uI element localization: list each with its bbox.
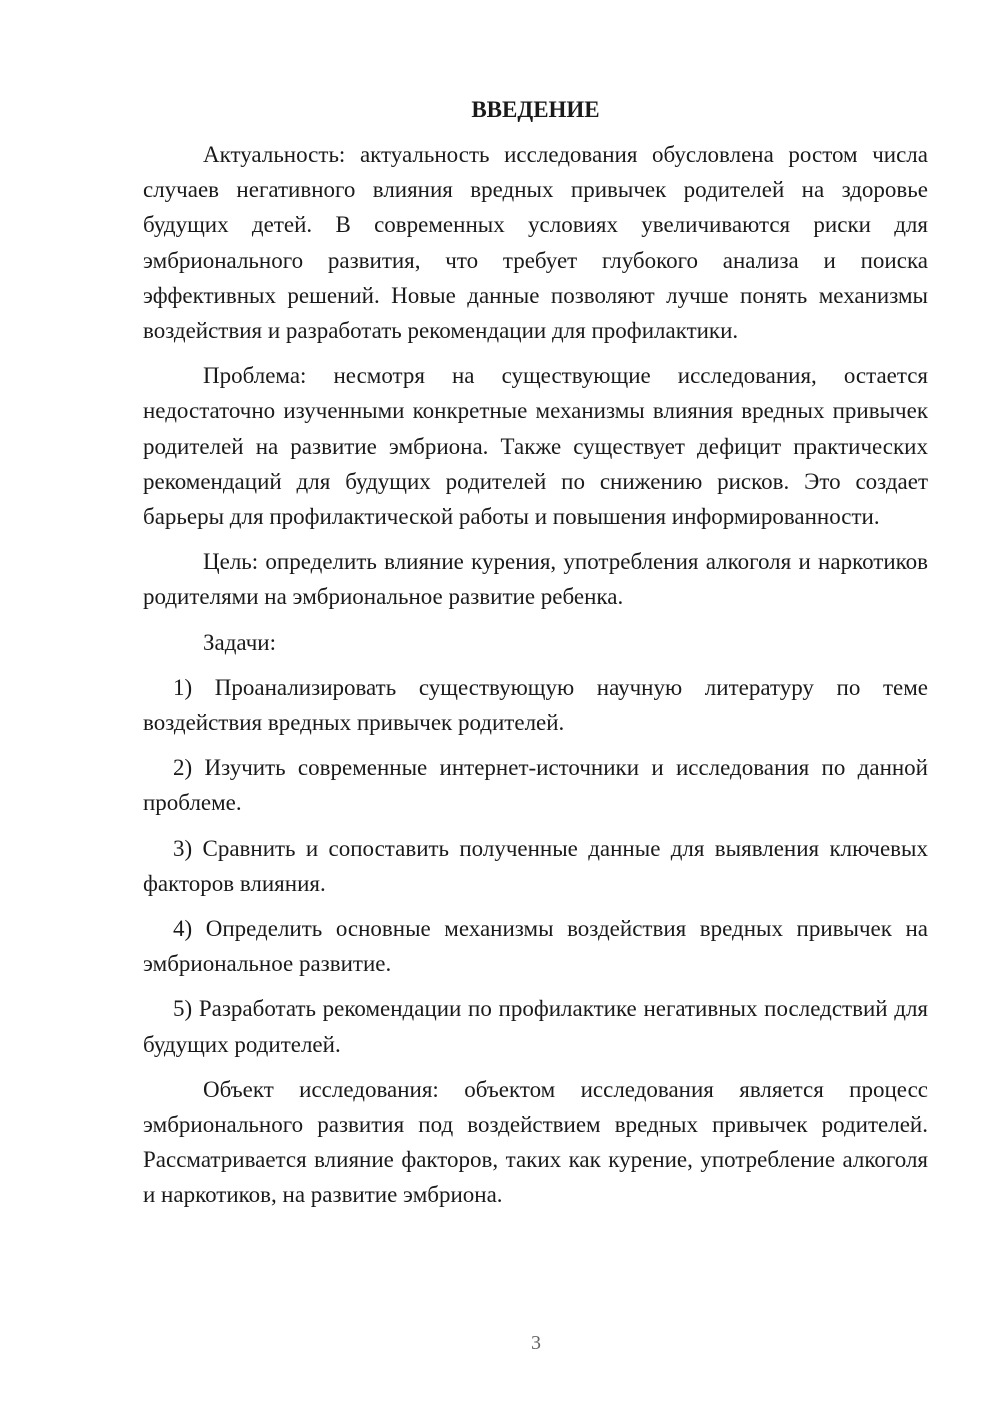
- paragraph-goal: Цель: определить влияние курения, употребления алкоголя и наркотиков родителями на эмбриональное развитие ребенка.: [143, 549, 928, 610]
- paragraph-relevance: Актуальность: актуальность исследования обусловлена ростом числа случаев негативного влияния вредных привычек родителей на здоровье будущих детей. В современных условиях увеличиваются риски для эмбрионального развития, что требует глубокого анализа и поиска эффективных решений. Новые данные позволяют лучше понять механизмы воздействия и разработать рекомендации для профилактики.: [143, 142, 928, 344]
- task-item-2: 2) Изучить современные интернет-источники и исследования по данной проблеме.: [143, 755, 928, 816]
- tasks-heading: Задачи:: [203, 629, 276, 655]
- paragraph-problem: Проблема: несмотря на существующие исследования, остается недостаточно изученными конкретные механизмы влияния вредных привычек родителей на развитие эмбриона. Также существует дефицит практических рекомендаций для будущих родителей по снижению рисков. Это создает барьеры для профилактической работы и повышения информированности.: [143, 363, 928, 530]
- task-item-3: 3) Сравнить и сопоставить полученные данные для выявления ключевых факторов влияния.: [143, 835, 928, 896]
- paragraph-object: Объект исследования: объектом исследования является процесс эмбрионального развития под воздействием вредных привычек родителей. Рассматривается влияние факторов, таких как курение, употребление алкоголя и наркотиков, на развитие эмбриона.: [143, 1076, 928, 1208]
- task-item-1: 1) Проанализировать существующую научную литературу по теме воздействия вредных привычек родителей.: [143, 674, 928, 736]
- task-item-5: 5) Разработать рекомендации по профилактике негативных последствий для будущих родителей.: [143, 996, 928, 1057]
- page-content: [143, 92, 928, 1223]
- task-item-4: 4) Определить основные механизмы воздействия вредных привычек на эмбриональное развитие.: [143, 916, 928, 977]
- page-number: 3: [531, 1332, 541, 1354]
- section-title: ВВЕДЕНИЕ: [471, 97, 600, 122]
